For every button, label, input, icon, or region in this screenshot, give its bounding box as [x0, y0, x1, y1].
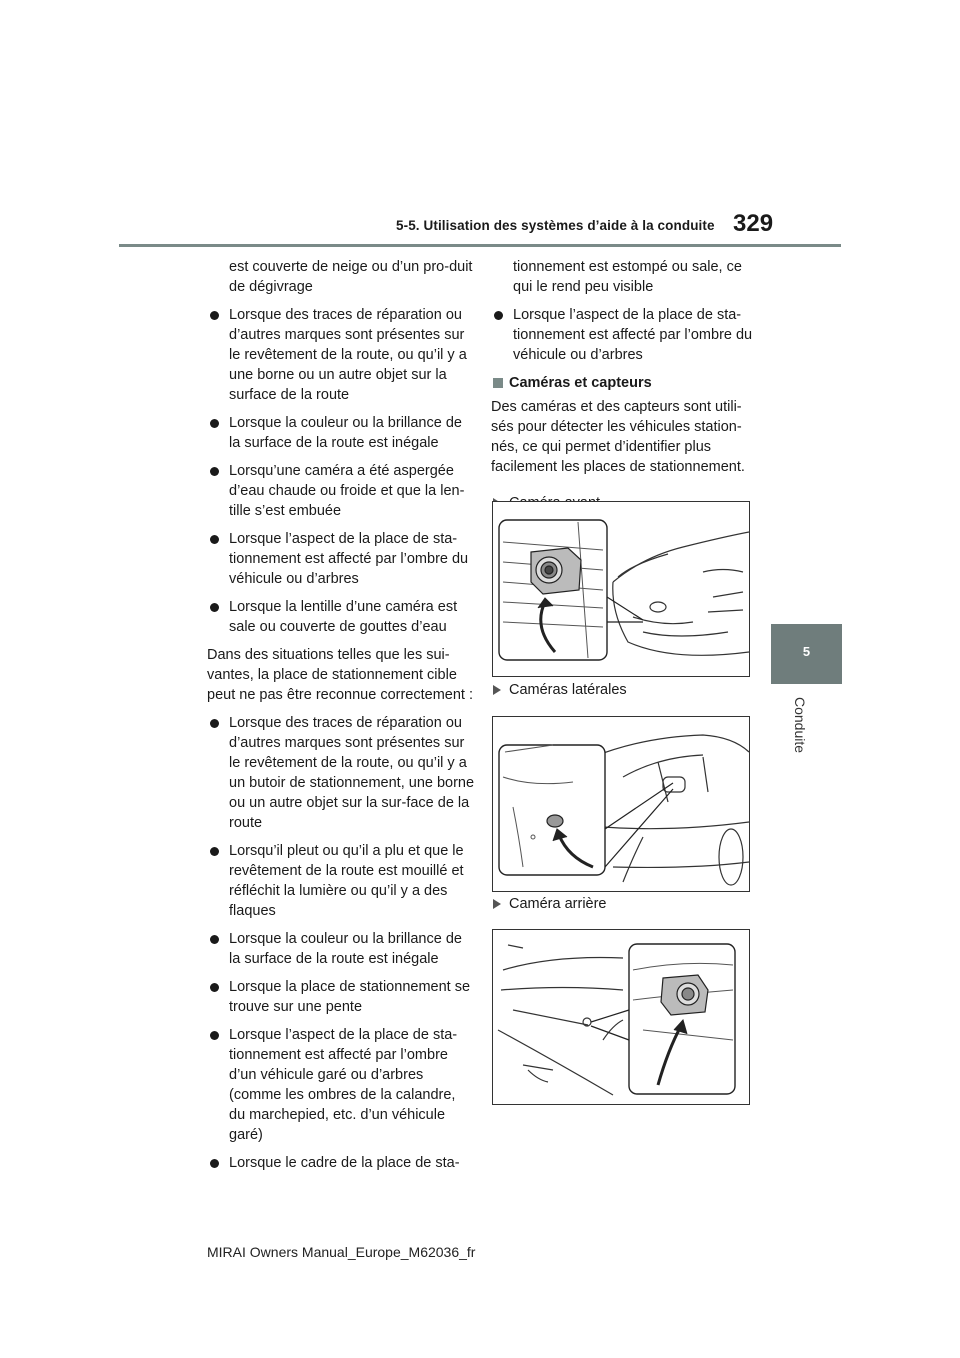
bullet-icon — [210, 603, 219, 612]
list-item: Lorsque la couleur ou la brillance de la surface de la route est inégale — [207, 929, 475, 969]
chapter-tab[interactable] — [771, 624, 842, 684]
bullet-icon — [210, 719, 219, 728]
side-camera-illustration — [492, 716, 750, 892]
list-item: Lorsque des traces de réparation ou d’autres marques sont présentes sur le revêtement de la route, ou qu’il y a un butoir de stationnement, une borne ou un autre objet sur la sur-face de la route — [207, 713, 475, 833]
footer-text: MIRAI Owners Manual_Europe_M62036_fr — [207, 1244, 476, 1260]
figure-caption-block — [491, 680, 759, 700]
square-marker-icon — [493, 378, 503, 388]
continued-text: tionnement est estompé ou sale, ce qui le rend peu visible — [513, 259, 742, 295]
rear-camera-drawing — [493, 930, 749, 1104]
bullet-icon — [210, 935, 219, 944]
bullet-icon — [210, 467, 219, 476]
body-paragraph: Des caméras et des capteurs sont utili-sés pour détecter les véhicules station-nés, ce qui permet d’identifier plus facilement les places de stationnement. — [491, 399, 745, 475]
rear-camera-illustration — [492, 929, 750, 1105]
continued-text: est couverte de neige ou d’un pro-duit de dégivrage — [229, 259, 473, 295]
list-item: Lorsque l’aspect de la place de sta-tionnement est affecté par l’ombre du véhicule ou d’arbres — [491, 305, 759, 365]
triangle-marker-icon — [493, 899, 501, 909]
bullet-icon — [210, 1031, 219, 1040]
list-item: Lorsque la lentille d’une caméra est sale ou couverte de gouttes d’eau — [207, 597, 475, 637]
list-item: Lorsqu’une caméra a été aspergée d’eau chaude ou froide et que la len-tille s’est embuée — [207, 461, 475, 521]
bullet-icon — [210, 419, 219, 428]
page-number: 329 — [733, 210, 774, 237]
bullet-icon — [210, 535, 219, 544]
list-item: Lorsque l’aspect de la place de sta-tionnement est affecté par l’ombre du véhicule ou d’arbres — [207, 529, 475, 589]
bullet-icon — [210, 847, 219, 856]
front-camera-illustration — [492, 501, 750, 677]
list-item: Lorsque le cadre de la place de sta- — [207, 1153, 475, 1173]
right-column — [491, 257, 759, 513]
front-camera-drawing — [493, 502, 749, 676]
chapter-number: 5 — [802, 644, 811, 659]
list-item: Lorsque la place de stationnement se trouve sur une pente — [207, 977, 475, 1017]
figure-label: Caméra arrière — [491, 894, 759, 914]
left-column — [207, 257, 475, 1181]
section-title: 5-5. Utilisation des systèmes d’aide à la conduite — [396, 218, 715, 233]
list-item: Lorsqu’il pleut ou qu’il a plu et que le revêtement de la route est mouillé et réfléchit la lumière ou qu’il y a des flaques — [207, 841, 475, 921]
section-heading: Caméras et capteurs — [491, 373, 759, 393]
list-item: Lorsque l’aspect de la place de sta-tionnement est affecté par l’ombre d’un véhicule garé ou d’arbres (comme les ombres de la calandre, du marchepied, etc. d’un véhicule garé) — [207, 1025, 475, 1145]
body-paragraph: Dans des situations telles que les sui-vantes, la place de stationnement cible peut ne pas être reconnue correctement : — [207, 647, 473, 703]
header-divider — [119, 244, 841, 247]
figure-label: Caméras latérales — [491, 680, 759, 700]
list-item: Lorsque la couleur ou la brillance de la surface de la route est inégale — [207, 413, 475, 453]
list-item: Lorsque des traces de réparation ou d’autres marques sont présentes sur le revêtement de la route, ou qu’il y a une borne ou un autre objet sur la surface de la route — [207, 305, 475, 405]
bullet-icon — [210, 1159, 219, 1168]
side-camera-drawing — [493, 717, 749, 891]
bullet-icon — [210, 983, 219, 992]
bullet-icon — [494, 311, 503, 320]
triangle-marker-icon — [493, 685, 501, 695]
figure-caption-block — [491, 894, 759, 914]
bullet-icon — [210, 311, 219, 320]
chapter-label: Conduite — [792, 697, 808, 754]
